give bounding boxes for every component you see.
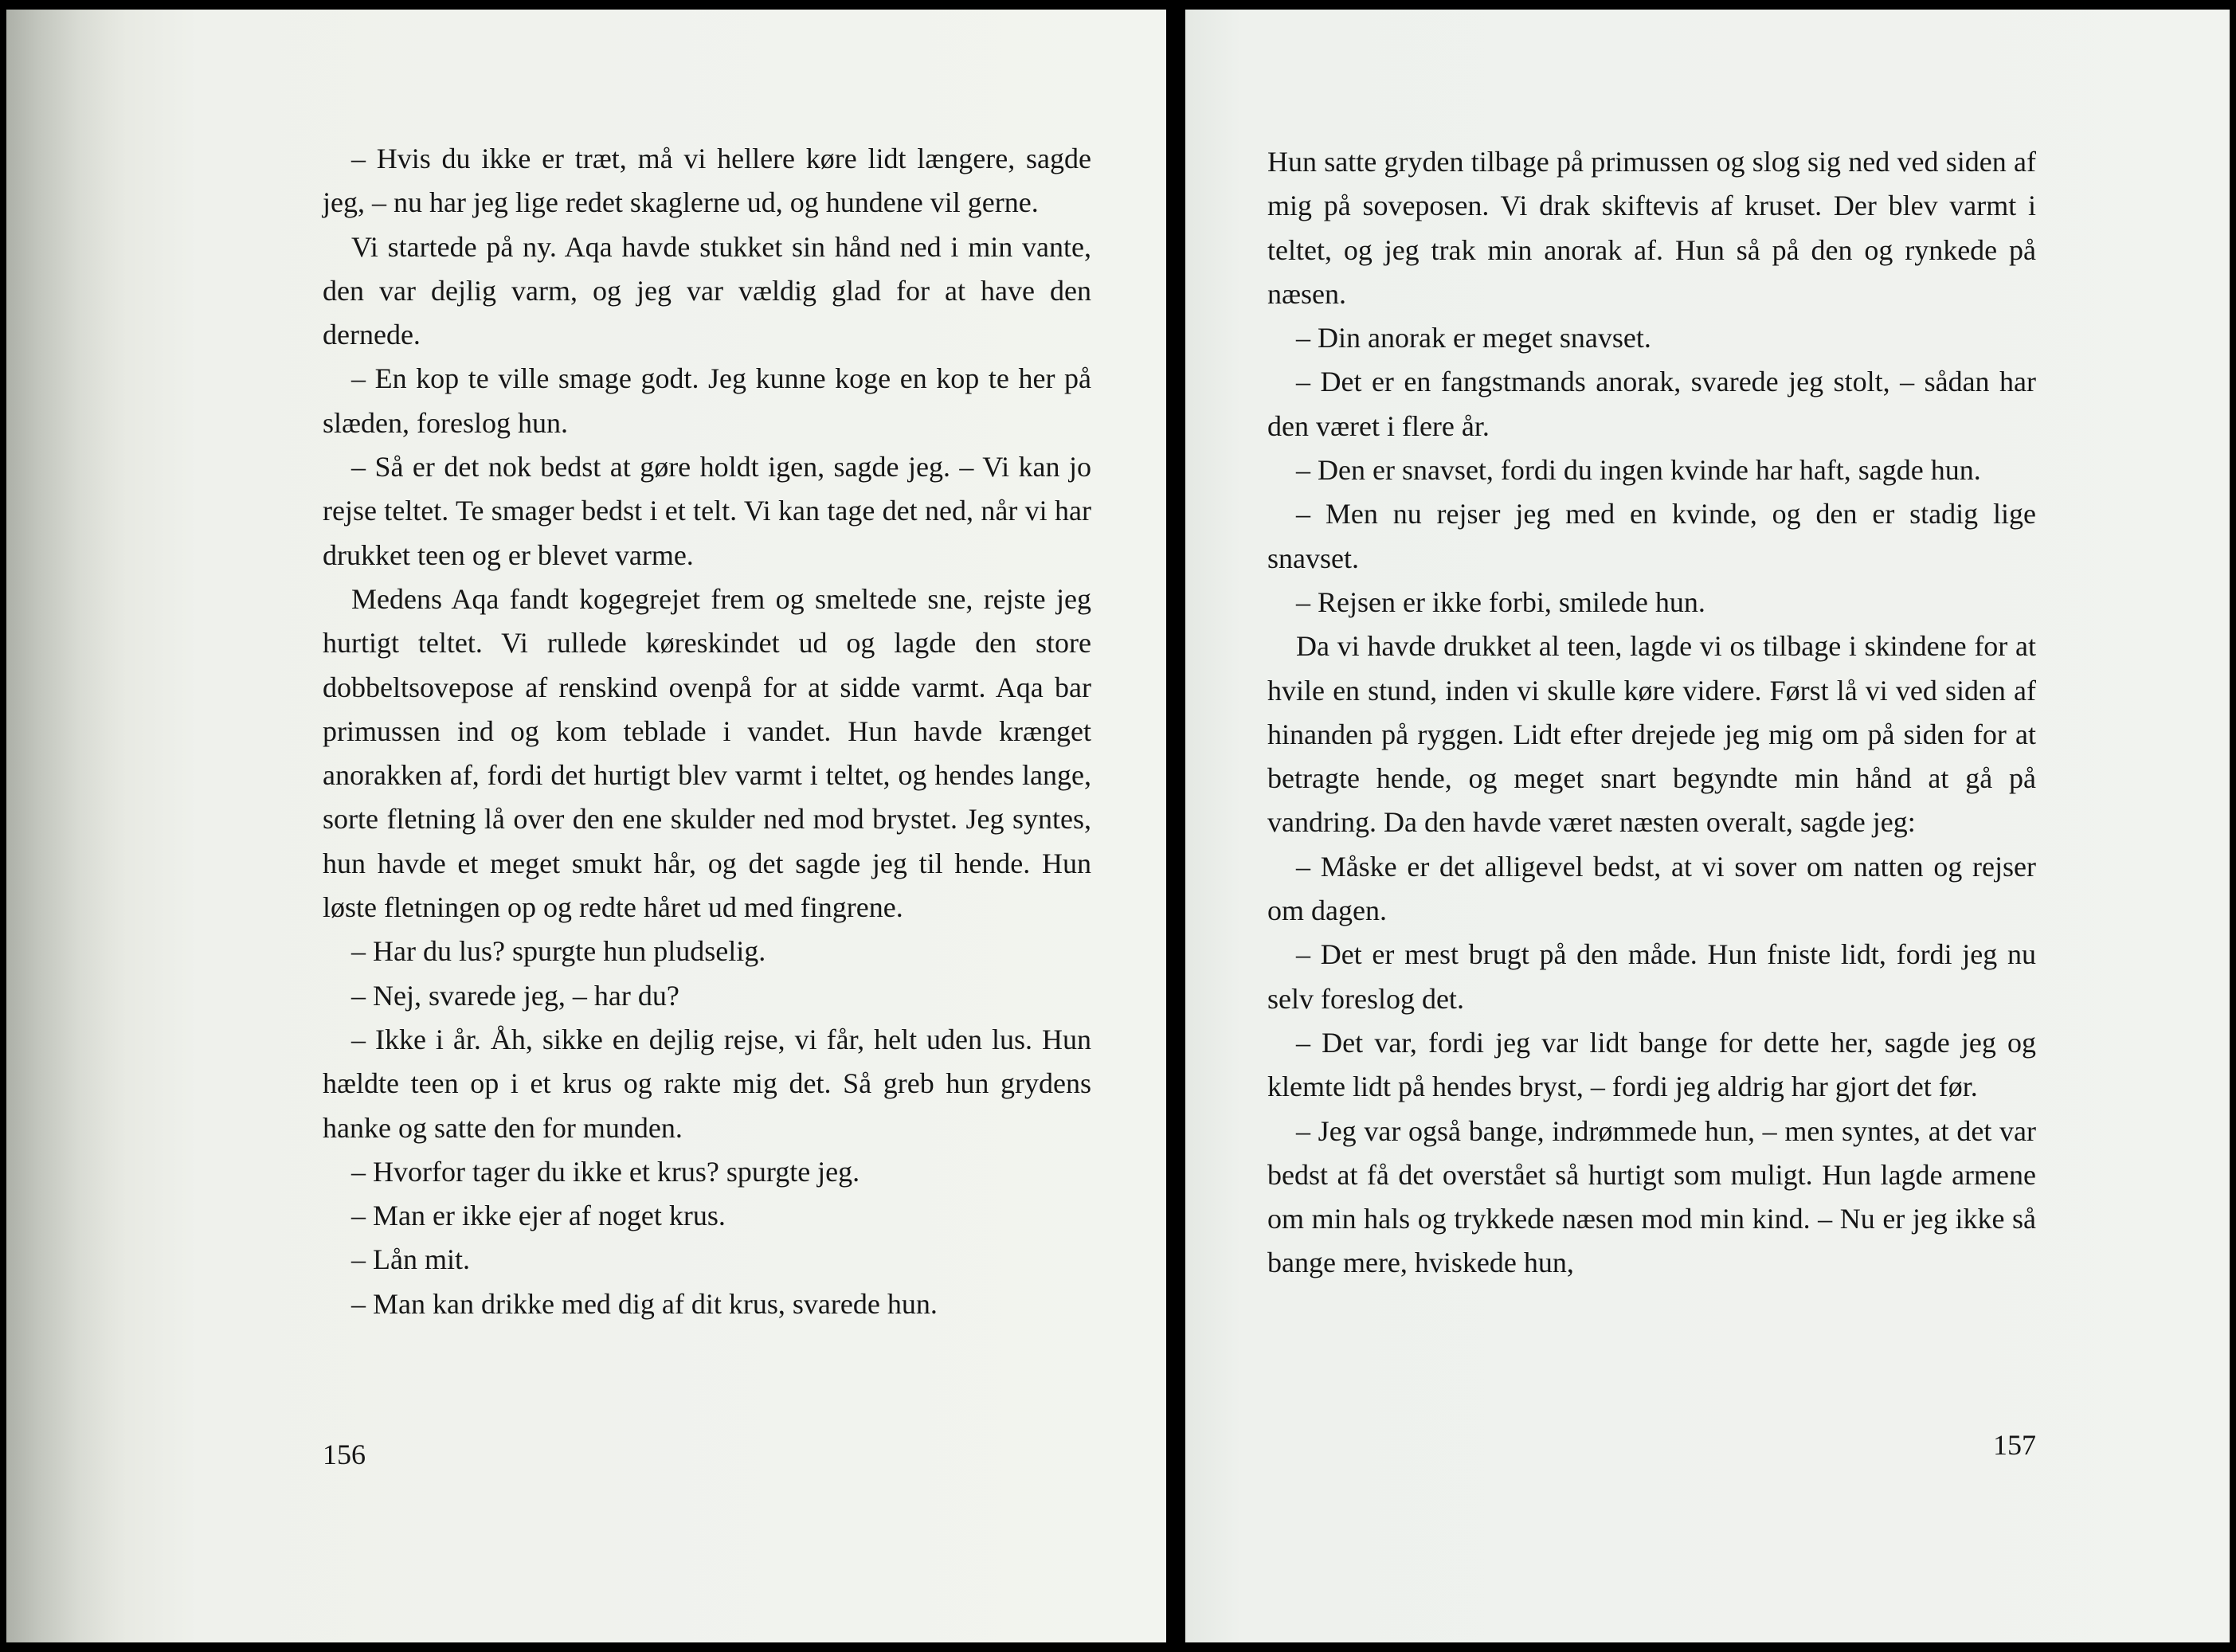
page-number: 157 [1993,1429,2036,1461]
right-page [1185,10,2230,1642]
paragraph: – Lån mit. [351,1243,470,1276]
paragraph: Vi startede på ny. Aqa havde stukket sin hånd ned i min vante, den var dejlig varm, og jeg var vældig glad for at have den dernede. [323,230,1091,351]
paragraph: – Det er en fangstmands anorak, svarede jeg stolt, – sådan har den været i flere år. [1267,366,2036,442]
left-page [6,10,1166,1642]
paragraph: Hun satte gryden tilbage på primussen og slog sig ned ved siden af mig på soveposen. Vi drak skiftevis af kruset. Der blev varmt i teltet, og jeg trak min anorak af. Hun så på den og rynkede på næsen. [1267,146,2036,310]
left-page-edge-shadow [6,10,126,1642]
paragraph: – Man kan drikke med dig af dit krus, svarede hun. [351,1287,938,1320]
right-page-text [1267,140,2036,1286]
paragraph: – Det var, fordi jeg var lidt bange for dette her, sagde jeg og klemte lidt på hendes bryst, – fordi jeg aldrig har gjort det før. [1267,1026,2036,1103]
paragraph: – Det er mest brugt på den måde. Hun fniste lidt, fordi jeg nu selv foreslog det. [1267,938,2036,1015]
paragraph: – Måske er det alligevel bedst, at vi sover om natten og rejser om dagen. [1267,850,2036,927]
paragraph: – Din anorak er meget snavset. [1296,322,1651,354]
paragraph: Medens Aqa fandt kogegrejet frem og smeltede sne, rejste jeg hurtigt teltet. Vi rullede køreskindet ud og lagde den store dobbeltsovepose af renskind ovenpå for at sidde varmt. Aqa bar primussen ind og kom teblade i vandet. Hun havde krænget anorakken af, fordi det hurtigt blev varmt i teltet, og hendes lange, sorte fletning lå over den ene skulder ned mod brystet. Jeg syntes, hun havde et meget smukt hår, og det sagde jeg til hende. Hun løste fletningen op og redte håret ud med fingrene. [323,582,1091,924]
paragraph: – Rejsen er ikke forbi, smilede hun. [1296,585,1705,618]
paragraph: – En kop te ville smage godt. Jeg kunne koge en kop te her på slæden, foreslog hun. [323,362,1091,439]
paragraph: – Så er det nok bedst at gøre holdt igen, sagde jeg. – Vi kan jo rejse teltet. Te smager bedst i et telt. Vi kan tage det ned, når vi har drukket teen og er blevet varme. [323,451,1091,571]
paragraph: – Jeg var også bange, indrømmede hun, – men syntes, at det var bedst at få det overstået så hurtigt som muligt. Hun lagde armene om min hals og trykkede næsen mod min kind. – Nu er jeg ikke så bange mere, hviskede hun, [1267,1114,2036,1279]
paragraph: – Ikke i år. Åh, sikke en dejlig rejse, vi får, helt uden lus. Hun hældte teen op i et krus og rakte mig det. Så greb hun grydens hanke og satte den for munden. [323,1023,1091,1144]
paragraph: – Har du lus? spurgte hun pludselig. [351,935,766,968]
paragraph: – Den er snavset, fordi du ingen kvinde har haft, sagde hun. [1296,454,1981,487]
paragraph: – Nej, svarede jeg, – har du? [351,979,679,1012]
left-page-text [323,137,1091,1326]
page-number: 156 [323,1439,366,1470]
paragraph: – Men nu rejser jeg med en kvinde, og den er stadig lige snavset. [1267,498,2036,574]
paragraph: Da vi havde drukket al teen, lagde vi os tilbage i skindene for at hvile en stund, inden vi skulle køre videre. Først lå vi ved siden af hinanden på ryggen. Lidt efter drejede jeg mig om på siden for at betragte hende, og meget snart begyndte min hånd at gå på vandring. Da den havde været næsten overalt, sagde jeg: [1267,630,2036,839]
paragraph: – Hvis du ikke er træt, må vi hellere køre lidt længere, sagde jeg, – nu har jeg lige redet skaglerne ud, og hundene vil gerne. [323,143,1091,219]
paragraph: – Man er ikke ejer af noget krus. [351,1200,726,1232]
paragraph: – Hvorfor tager du ikke et krus? spurgte jeg. [351,1155,860,1188]
